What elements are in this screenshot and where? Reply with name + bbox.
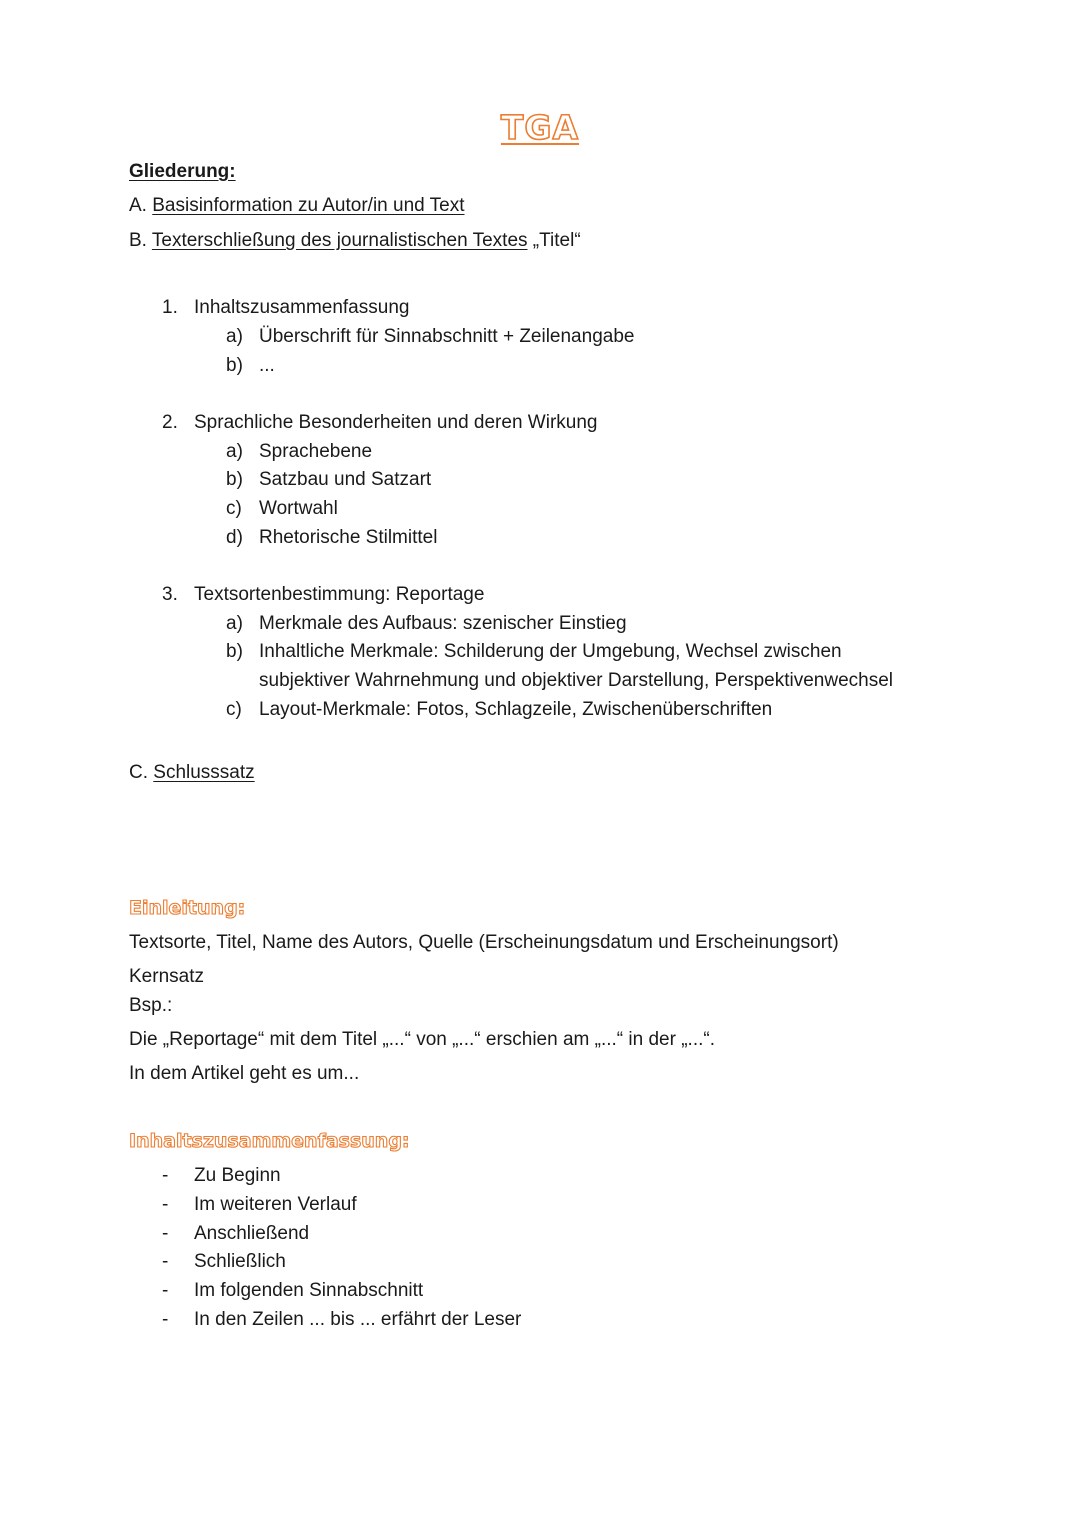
einleitung-line: Bsp.: [129,995,173,1016]
einleitung-example: Die „Reportage“ mit dem Titel „...“ von „...“ erschien am „...“ in der „...“. [129,1029,715,1050]
section-c-text: Schlusssatz [153,762,255,783]
einleitung-line: In dem Artikel geht es um... [129,1063,360,1084]
page-title: TGA [500,108,580,147]
einleitung-line: Kernsatz [129,966,204,987]
gliederung-heading: Gliederung: [129,161,236,182]
section-a-text: Basisinformation zu Autor/in und Text [152,195,465,216]
section-b-suffix: „Titel“ [532,230,581,251]
einleitung-heading: Einleitung: [129,897,246,919]
section-c: C. Schlusssatz [129,762,255,783]
section-b: B. Texterschließung des journalistischen Textes „Titel“ [129,230,581,251]
section-b-text: Texterschließung des journalistischen Textes [151,230,528,251]
document-page: TGA Gliederung: A. Basisinformation zu Autor/in und Text B. Texterschließung des journalistischen Textes „Titel“ 1. Inhaltszusammenfassung a) Überschrift für Sinnabschnitt + Zeilenangabe b) ... 2. Sprachliche Besonderheiten und deren Wirkung a) Sprachebene b) Satzbau und Satzart c) Wortwahl d) Rhetorische Stilmittel 3. Textsortenbestimmung: Reportage a) Merkmale des Aufbaus: szenischer Einstieg b) Inhaltliche Merkmale: Schilderung der Umgebung, Wechsel zwischen subjektiver Wahrnehmung und objektiver Darstellung, Perspektivenwechsel c) Layout-Merkmale: Fotos, Schlagzeile, Zwischenüberschriften C. Schlusssatz Einleitung: Textsorte, Titel, Name des Autors, Quelle (Erscheinungsdatum und Erscheinungsort) Kernsatz Bsp.: Die „Reportage“ mit dem Titel „...“ von „...“ erschien am „...“ in der „...“. In dem Artikel geht es um... Inhaltszusammenfassung: - Zu Beginn - Im weiteren Verlauf - Anschließend - Schließlich - Im folgenden Sinnabschnitt - In den Zeilen ... bis ... erfährt der Leser [0,0,1080,1527]
inhalt-heading: Inhaltszusammenfassung: [129,1130,410,1152]
section-a: A. Basisinformation zu Autor/in und Text [129,195,465,216]
einleitung-line: Textsorte, Titel, Name des Autors, Quelle (Erscheinungsdatum und Erscheinungsort) [129,932,839,953]
